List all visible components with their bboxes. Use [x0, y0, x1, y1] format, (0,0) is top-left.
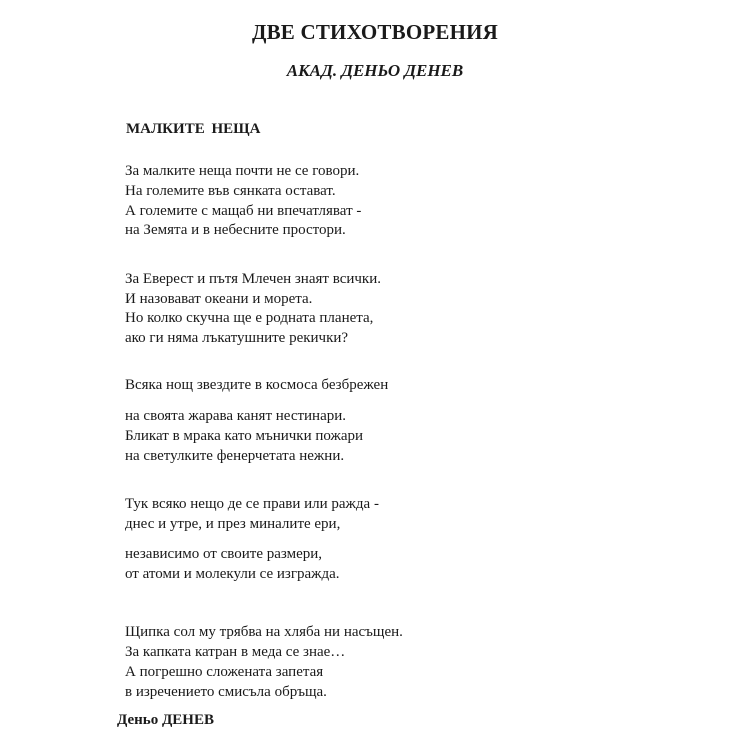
poem-line: от атоми и молекули се изгражда. — [125, 566, 340, 582]
poem-line: Но колко скучна ще е родната планета, — [125, 310, 374, 326]
signature: Деньо ДЕНЕВ — [117, 712, 214, 728]
document-title: ДВЕ СТИХОТВОРЕНИЯ — [251, 20, 499, 44]
poem-line: ако ги няма лъкатушните рекички? — [125, 330, 349, 346]
poem-line: Бликат в мрака като мънички пожари — [125, 428, 364, 444]
poem-line: За капката катран в меда се знае… — [125, 644, 346, 660]
poem-line: Тук всяко нещо де се прави или ражда - — [125, 496, 379, 512]
author-name: АКАД. ДЕНЬО ДЕНЕВ — [286, 61, 464, 80]
poem-line: на своята жарава канят нестинари. — [125, 408, 347, 424]
poem-line: И назовават океани и морета. — [125, 291, 313, 307]
poem-title: МАЛКИТЕ НЕЩА — [126, 121, 261, 137]
poem-line: независимо от своите размери, — [125, 546, 323, 562]
poem-line: днес и утре, и през миналите ери, — [125, 516, 341, 532]
poem-line: А големите с мащаб ни впечатляват - — [125, 203, 362, 219]
poem-line: Щипка сол му трябва на хляба ни насъщен. — [125, 624, 403, 640]
poem-line: Всяка нощ звездите в космоса безбрежен — [125, 377, 389, 393]
poem-line: За малките неща почти не се говори. — [125, 163, 360, 179]
poem-line: на светулките фенерчетата нежни. — [125, 448, 345, 464]
poem-line: на Земята и в небесните простори. — [125, 222, 346, 238]
poem-line: в изречението смисъла обръща. — [125, 684, 327, 700]
poem-line: На големите във сянката остават. — [125, 183, 336, 199]
poem-line: За Еверест и пътя Млечен знаят всички. — [125, 271, 381, 287]
poem-line: А погрешно сложената запетая — [125, 664, 324, 680]
